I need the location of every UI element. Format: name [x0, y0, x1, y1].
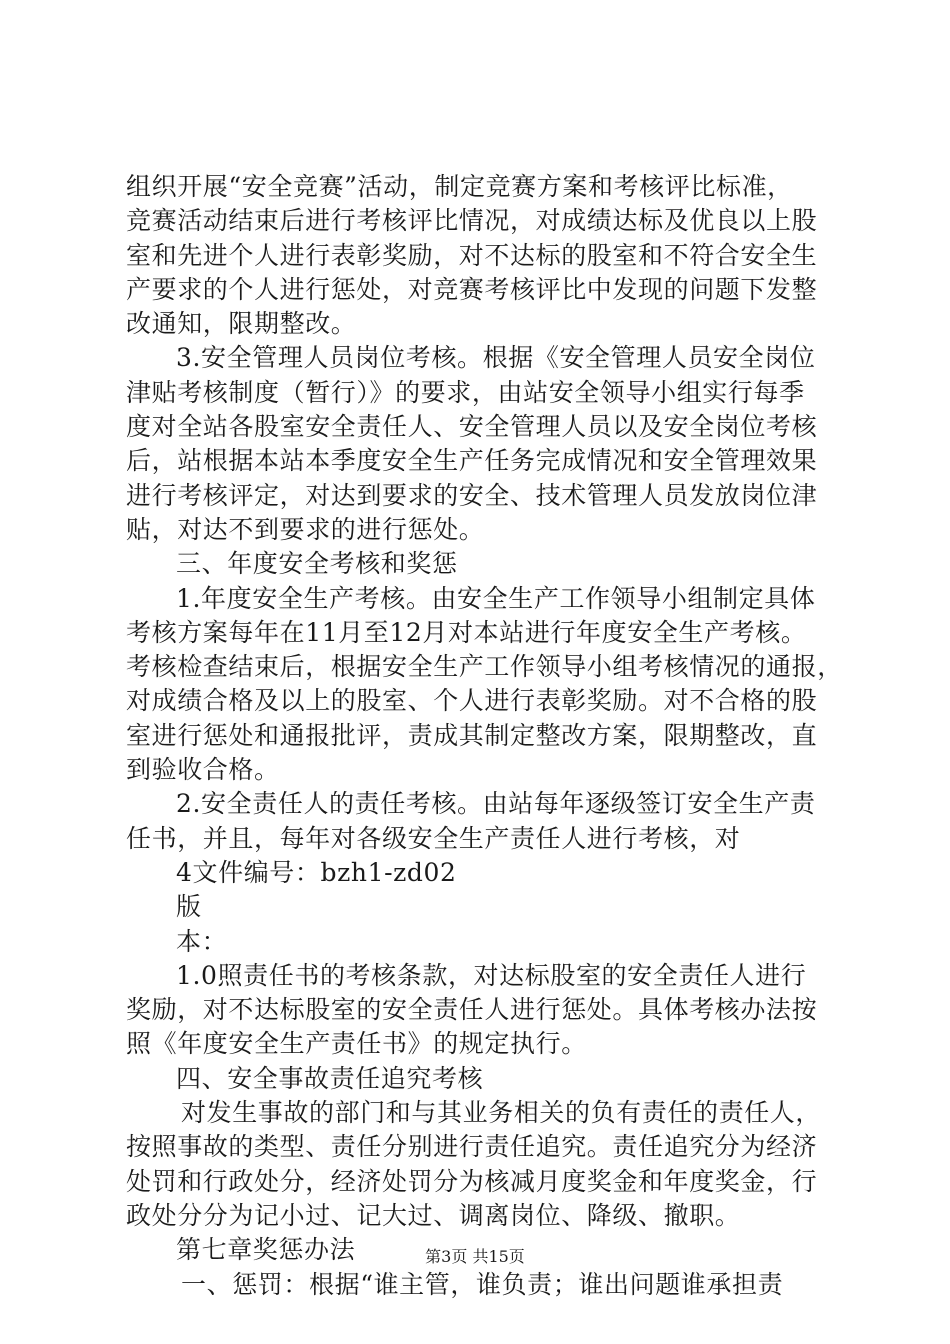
body-line: 一、惩罚：根据“谁主管，谁负责；谁出问题谁承担责 — [181, 1269, 784, 1299]
body-line: 奖励，对不达标股室的安全责任人进行惩处。具体考核办法按 — [126, 995, 818, 1025]
body-line: 考核方案每年在11月至12月对本站进行年度安全生产考核。 — [126, 617, 807, 647]
body-line: 改通知，限期整改。 — [126, 309, 357, 339]
body-line: 到验收合格。 — [126, 755, 280, 785]
body-line: 1.年度安全生产考核。由安全生产工作领导小组制定具体 — [176, 583, 816, 613]
body-line: 组织开展“安全竞赛”活动，制定竞赛方案和考核评比标准， — [126, 172, 793, 201]
page-footer: 第3页 共15页 — [425, 1247, 525, 1266]
body-line: 室进行惩处和通报批评，责成其制定整改方案，限期整改，直 — [126, 720, 818, 750]
body-line: 照《年度安全生产责任书》的规定执行。 — [126, 1029, 587, 1059]
body-line: 产要求的个人进行惩处，对竞赛考核评比中发现的问题下发整 — [126, 274, 818, 304]
body-line: 3.安全管理人员岗位考核。根据《安全管理人员安全岗位 — [176, 343, 816, 373]
body-line: 室和先进个人进行表彰奖励，对不达标的股室和不符合安全生 — [126, 240, 818, 270]
body-line: 进行考核评定，对达到要求的安全、技术管理人员发放岗位津 — [126, 480, 818, 510]
body-line: 版 — [176, 892, 202, 922]
body-line: 2.安全责任人的责任考核。由站每年逐级签订安全生产责 — [176, 789, 816, 819]
body-line: 后，站根据本站本季度安全生产任务完成情况和安全管理效果 — [126, 446, 818, 476]
body-line: 处罚和行政处分，经济处罚分为核减月度奖金和年度奖金，行 — [126, 1166, 818, 1196]
body-line: 对成绩合格及以上的股室、个人进行表彰奖励。对不合格的股 — [126, 686, 818, 716]
body-line: 政处分分为记小过、记大过、调离岗位、降级、撤职。 — [126, 1200, 741, 1230]
body-line: 本： — [176, 926, 228, 956]
body-line: 第七章奖惩办法 — [176, 1235, 356, 1265]
body-line: 津贴考核制度（暂行）》的要求，由站安全领导小组实行每季 — [126, 377, 805, 407]
body-line: 竞赛活动结束后进行考核评比情况，对成绩达标及优良以上股 — [126, 206, 818, 236]
document-body — [126, 170, 841, 1302]
body-line: 贴，对达不到要求的进行惩处。 — [126, 514, 485, 544]
body-line: 四、安全事故责任追究考核 — [176, 1063, 484, 1093]
body-line: 4文件编号：bzh1-zd02 — [176, 857, 457, 887]
body-line: 度对全站各股室安全责任人、安全管理人员以及安全岗位考核 — [126, 412, 818, 442]
body-line: 任书，并且，每年对各级安全生产责任人进行考核，对 — [126, 823, 741, 853]
body-line: 考核检查结束后，根据安全生产工作领导小组考核情况的通报， — [126, 652, 843, 682]
body-line: 对发生事故的部门和与其业务相关的负有责任的责任人， — [181, 1098, 822, 1128]
body-line: 按照事故的类型、责任分别进行责任追究。责任追究分为经济 — [126, 1132, 818, 1162]
body-line: 三、年度安全考核和奖惩 — [176, 549, 458, 579]
body-line: 1.0照责任书的考核条款，对达标股室的安全责任人进行 — [176, 960, 807, 990]
